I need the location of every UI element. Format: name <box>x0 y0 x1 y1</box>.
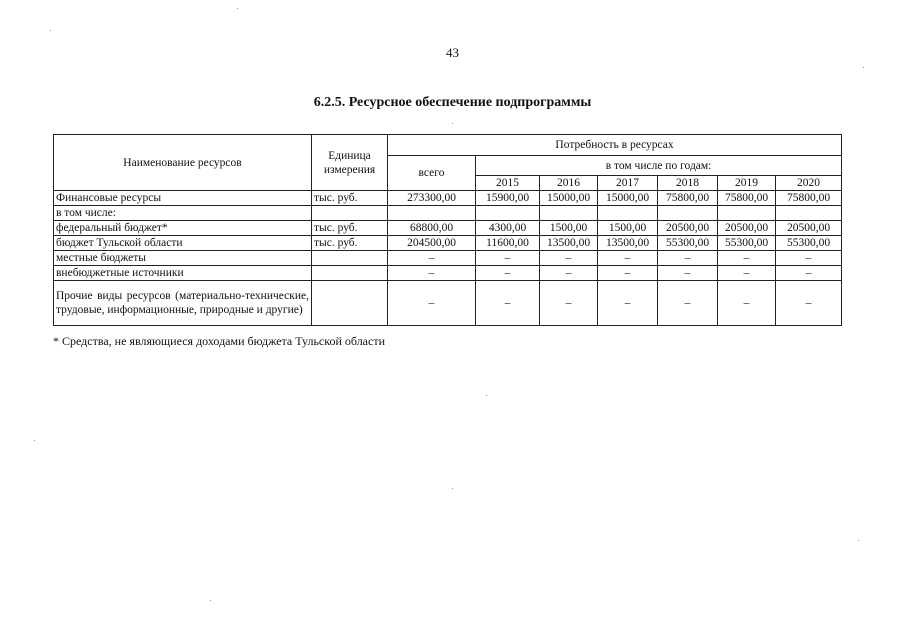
scan-speck <box>237 8 238 9</box>
row-value: 11600,00 <box>476 236 540 251</box>
row-value: – <box>658 266 718 281</box>
row-value <box>776 206 842 221</box>
row-value: 20500,00 <box>776 221 842 236</box>
table-row <box>54 281 842 326</box>
header-resource-needs: Потребность в ресурсах <box>388 135 842 156</box>
row-value: – <box>540 251 598 266</box>
row-value: 1500,00 <box>598 221 658 236</box>
header-year: 2020 <box>776 176 842 191</box>
row-unit <box>312 281 388 326</box>
row-total: 273300,00 <box>388 191 476 206</box>
row-name: в том числе: <box>54 206 312 221</box>
table-row <box>54 236 842 251</box>
row-value: 1500,00 <box>540 221 598 236</box>
row-unit <box>312 266 388 281</box>
header-resource-name: Наименование ресурсов <box>54 135 312 191</box>
scan-speck <box>452 123 453 124</box>
row-value: – <box>540 266 598 281</box>
scan-speck <box>486 395 487 396</box>
header-by-years: в том числе по годам: <box>476 156 842 176</box>
header-year: 2016 <box>540 176 598 191</box>
row-total <box>388 206 476 221</box>
row-total: – <box>388 266 476 281</box>
row-value: 55300,00 <box>718 236 776 251</box>
header-total: всего <box>388 156 476 191</box>
row-value: 4300,00 <box>476 221 540 236</box>
row-value: – <box>476 281 540 326</box>
header-year: 2017 <box>598 176 658 191</box>
row-value <box>598 206 658 221</box>
row-value: – <box>598 266 658 281</box>
scan-speck <box>858 540 859 541</box>
row-value: 55300,00 <box>658 236 718 251</box>
row-value: – <box>658 251 718 266</box>
row-value: – <box>540 281 598 326</box>
scan-speck <box>210 600 211 601</box>
table-row <box>54 221 842 236</box>
row-value: 75800,00 <box>776 191 842 206</box>
row-value: – <box>476 266 540 281</box>
row-value: 13500,00 <box>540 236 598 251</box>
row-value: 20500,00 <box>658 221 718 236</box>
page-number: 43 <box>446 45 459 60</box>
header-year: 2019 <box>718 176 776 191</box>
row-name: федеральный бюджет* <box>54 221 312 236</box>
row-value: 55300,00 <box>776 236 842 251</box>
table-row <box>54 266 842 281</box>
row-unit: тыс. руб. <box>312 191 388 206</box>
row-value: 75800,00 <box>718 191 776 206</box>
scan-speck <box>50 30 51 31</box>
row-unit: тыс. руб. <box>312 221 388 236</box>
table-row <box>54 251 842 266</box>
resource-table <box>53 134 842 326</box>
row-value: – <box>776 266 842 281</box>
row-unit <box>312 206 388 221</box>
section-title: 6.2.5. Ресурсное обеспечение подпрограммы <box>313 95 592 110</box>
row-value: 20500,00 <box>718 221 776 236</box>
row-value <box>476 206 540 221</box>
row-value: – <box>718 251 776 266</box>
row-value: – <box>658 281 718 326</box>
scan-speck <box>34 440 35 441</box>
row-name: Прочие виды ресурсов (материально-технические, трудовые, информационные, природные и другие) <box>54 281 312 326</box>
scan-speck <box>452 488 453 489</box>
row-value: 15000,00 <box>598 191 658 206</box>
row-total: 68800,00 <box>388 221 476 236</box>
row-total: – <box>388 251 476 266</box>
row-value: – <box>776 251 842 266</box>
row-value <box>540 206 598 221</box>
row-unit <box>312 251 388 266</box>
row-total: 204500,00 <box>388 236 476 251</box>
row-unit: тыс. руб. <box>312 236 388 251</box>
row-value: 15000,00 <box>540 191 598 206</box>
header-year: 2015 <box>476 176 540 191</box>
row-value: – <box>598 281 658 326</box>
header-year: 2018 <box>658 176 718 191</box>
row-name: местные бюджеты <box>54 251 312 266</box>
row-value: – <box>776 281 842 326</box>
row-name: Финансовые ресурсы <box>54 191 312 206</box>
row-value: – <box>718 266 776 281</box>
row-value: – <box>718 281 776 326</box>
header-unit: Единица измерения <box>312 135 388 191</box>
row-value: 15900,00 <box>476 191 540 206</box>
row-value: 13500,00 <box>598 236 658 251</box>
row-value: – <box>476 251 540 266</box>
row-total: – <box>388 281 476 326</box>
row-value: – <box>598 251 658 266</box>
row-value <box>718 206 776 221</box>
row-name: бюджет Тульской области <box>54 236 312 251</box>
row-name: внебюджетные источники <box>54 266 312 281</box>
row-value <box>658 206 718 221</box>
row-value: 75800,00 <box>658 191 718 206</box>
table-row <box>54 191 842 206</box>
table-row <box>54 206 842 221</box>
scan-speck <box>863 67 864 68</box>
footnote: * Средства, не являющиеся доходами бюджета Тульской области <box>53 334 386 348</box>
